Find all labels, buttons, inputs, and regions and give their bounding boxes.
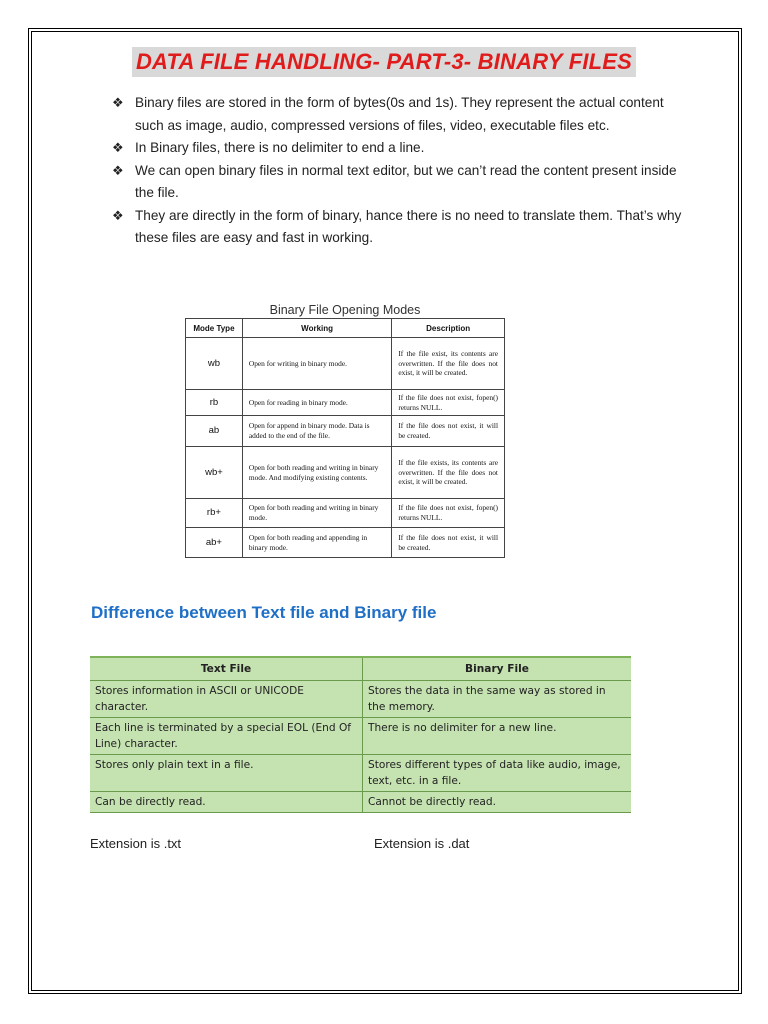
- bullet-item: [112, 205, 682, 250]
- working-cell: Open for both reading and writing in binary mode. And modifying existing contents.: [242, 447, 391, 499]
- table-header-row: [90, 657, 631, 681]
- comparison-table: [90, 656, 631, 813]
- bullet-item: [112, 160, 682, 205]
- column-header-binary-file: Binary File: [363, 657, 632, 681]
- bullet-text: We can open binary files in normal text editor, but we can’t read the content present inside the file.: [135, 162, 677, 200]
- working-cell: Open for reading in binary mode.: [242, 390, 391, 416]
- diamond-bullet-icon: ❖: [112, 140, 124, 155]
- binary-file-cell: Cannot be directly read.: [363, 792, 632, 813]
- modes-table: [185, 318, 505, 558]
- table-row: [90, 792, 631, 813]
- text-file-cell: Each line is terminated by a special EOL (End Of Line) character.: [90, 718, 363, 755]
- bullet-text: They are directly in the form of binary, hance there is no need to translate them. That’s why these files are easy and fast in working.: [135, 207, 682, 245]
- bullet-text: Binary files are stored in the form of bytes(0s and 1s). They represent the actual content such as image, audio, compressed versions of files, video, executable files etc.: [135, 95, 664, 133]
- description-cell: If the file exist, its contents are overwritten. If the file does not exist, it will be created.: [392, 338, 505, 390]
- diamond-bullet-icon: ❖: [112, 162, 124, 178]
- binary-extension-note: Extension is .dat: [374, 836, 470, 851]
- column-header-working: Working: [242, 319, 391, 338]
- mode-cell: rb+: [186, 499, 243, 528]
- description-cell: If the file does not exist, it will be created.: [392, 528, 505, 558]
- bullet-list: [112, 92, 682, 250]
- binary-file-cell: Stores the data in the same way as stored in the memory.: [363, 681, 632, 718]
- table-row: [90, 681, 631, 718]
- table-header-row: [186, 319, 505, 338]
- working-cell: Open for both reading and writing in binary mode.: [242, 499, 391, 528]
- column-header-description: Description: [392, 319, 505, 338]
- text-file-cell: Stores information in ASCII or UNICODE character.: [90, 681, 363, 718]
- bullet-item: [112, 92, 682, 137]
- page-title: DATA FILE HANDLING- PART-3- BINARY FILES: [132, 47, 636, 77]
- working-cell: Open for both reading and appending in binary mode.: [242, 528, 391, 558]
- text-file-cell: Stores only plain text in a file.: [90, 755, 363, 792]
- table-row: [186, 416, 505, 447]
- modes-table-caption: Binary File Opening Modes: [269, 303, 421, 317]
- mode-cell: wb: [186, 338, 243, 390]
- mode-cell: ab+: [186, 528, 243, 558]
- table-row: [186, 528, 505, 558]
- title-container: [0, 47, 768, 77]
- bullet-text: In Binary files, there is no delimiter to end a line.: [135, 140, 425, 155]
- working-cell: Open for append in binary mode. Data is added to the end of the file.: [242, 416, 391, 447]
- diamond-bullet-icon: ❖: [112, 207, 124, 223]
- section-heading: Difference between Text file and Binary file: [91, 603, 437, 622]
- mode-cell: wb+: [186, 447, 243, 499]
- binary-file-cell: There is no delimiter for a new line.: [363, 718, 632, 755]
- table-row: [90, 755, 631, 792]
- description-cell: If the file does not exist, fopen() returns NULL.: [392, 499, 505, 528]
- table-row: [186, 499, 505, 528]
- description-cell: If the file exists, its contents are overwritten. If the file does not exist, it will be created.: [392, 447, 505, 499]
- table-row: [186, 390, 505, 416]
- column-header-text-file: Text File: [90, 657, 363, 681]
- table-row: [90, 718, 631, 755]
- working-cell: Open for writing in binary mode.: [242, 338, 391, 390]
- text-file-cell: Can be directly read.: [90, 792, 363, 813]
- binary-file-cell: Stores different types of data like audio, image, text, etc. in a file.: [363, 755, 632, 792]
- mode-cell: ab: [186, 416, 243, 447]
- bullet-item: [112, 137, 682, 160]
- column-header-mode: Mode Type: [186, 319, 243, 338]
- description-cell: If the file does not exist, fopen() returns NULL.: [392, 390, 505, 416]
- mode-cell: rb: [186, 390, 243, 416]
- diamond-bullet-icon: ❖: [112, 95, 124, 110]
- table-row: [186, 447, 505, 499]
- table-row: [186, 338, 505, 390]
- text-extension-note: Extension is .txt: [90, 836, 182, 851]
- description-cell: If the file does not exist, it will be created.: [392, 416, 505, 447]
- binary-modes-figure: [185, 302, 505, 558]
